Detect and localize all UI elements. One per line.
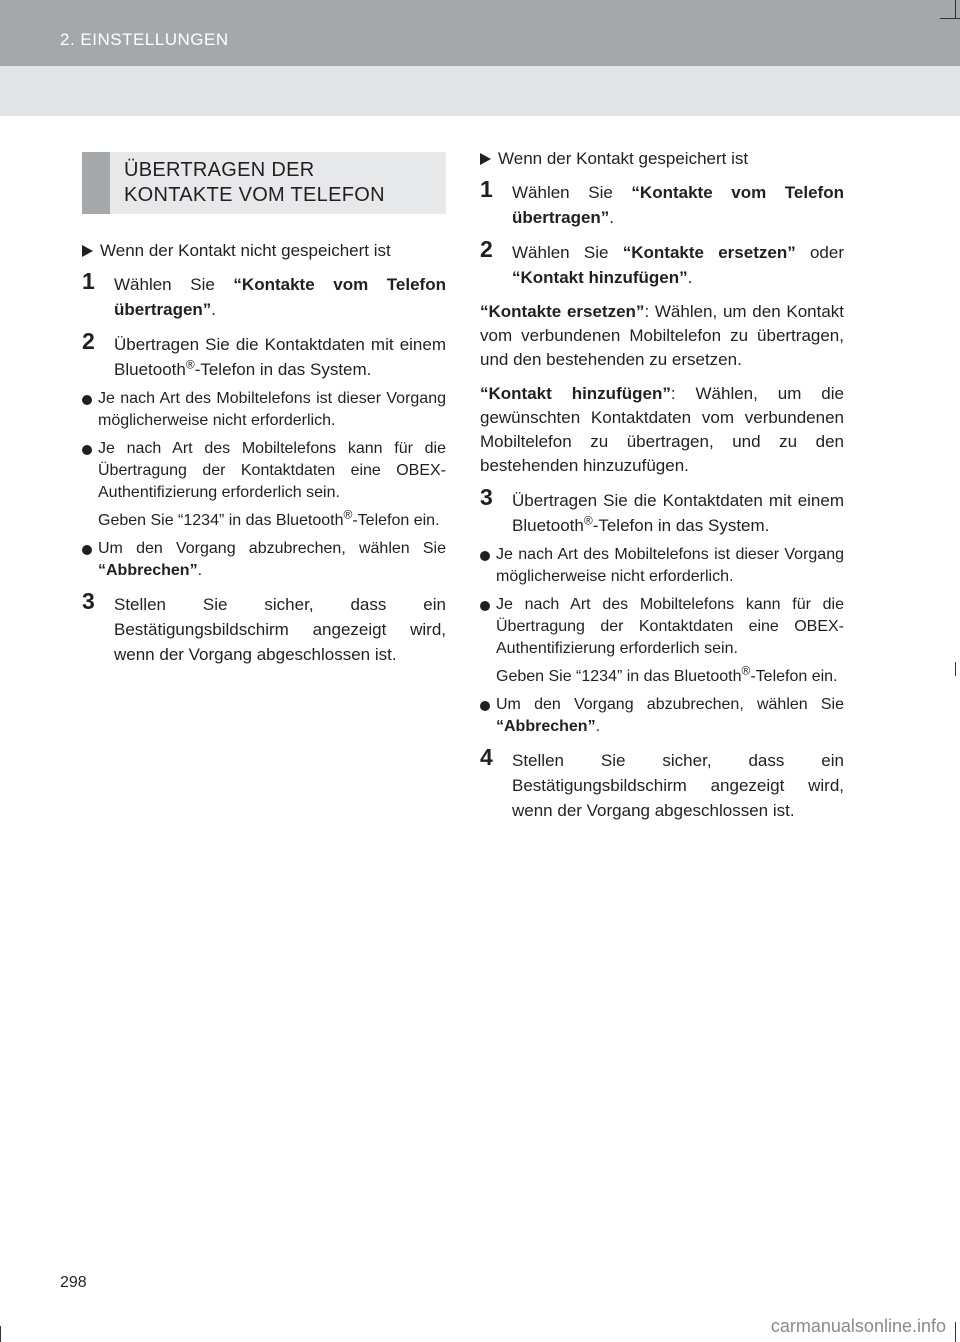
step-3 [82, 588, 446, 667]
note-text-pin [98, 507, 446, 532]
term-label: “Kontakte ersetzen” [480, 302, 645, 321]
step-number: 3 [480, 484, 493, 510]
crop-mark [0, 1326, 1, 1342]
note-bullet-1 [480, 544, 844, 588]
note-text: Je nach Art des Mobiltelefons kann für die Übertragung der Kontaktdaten eine OBEX-Authentifizierung erforderlich sein. [496, 596, 844, 657]
menu-option-label: “Abbrechen” [98, 562, 198, 579]
registered-mark: ® [583, 513, 593, 528]
step-3 [480, 484, 844, 538]
definition-text: : Wählen, um den Kontakt vom verbundenen Mobiltelefon zu übertragen, und den bestehenden zu ersetzen. [480, 302, 845, 369]
condition-saved [480, 148, 844, 170]
note-text-a: Um den Vorgang abzubrechen, wählen Sie [98, 540, 446, 557]
note-bullet-3 [82, 538, 446, 582]
page-number: 298 [60, 1274, 87, 1291]
right-column [480, 148, 844, 823]
step-text: Stellen Sie sicher, dass ein Bestätigungsbildschirm angezeigt wird, wenn der Vorgang abgeschlossen ist. [114, 595, 446, 664]
section-title: 2. EINSTELLUNGEN [60, 30, 229, 49]
note-text: Je nach Art des Mobiltelefons kann für die Übertragung der Kontaktdaten eine OBEX-Authentifizierung erforderlich sein. [98, 440, 446, 501]
note-text-a: Um den Vorgang abzubrechen, wählen Sie [496, 696, 844, 713]
note-bullet-2 [82, 438, 446, 532]
step-text: Wählen Sie [114, 275, 234, 294]
crop-mark [955, 662, 956, 676]
step-text-end: -Telefon in das System. [592, 516, 770, 535]
definition-text: : Wählen, um die gewünschten Kontaktdaten vom verbundenen Mobiltelefon zu übertragen, und zu den bestehenden hinzuzufügen. [480, 384, 844, 475]
note-bullet-3 [480, 694, 844, 738]
menu-option-label: “Abbrechen” [496, 718, 596, 735]
step-number: 2 [82, 328, 95, 354]
step-text-mid: oder [795, 243, 845, 262]
condition-not-saved [82, 240, 446, 262]
heading-line-2: KONTAKTE VOM TELEFON [124, 184, 385, 206]
condition-text: Wenn der Kontakt gespeichert ist [498, 149, 749, 168]
step-number: 3 [82, 588, 95, 614]
definition-add [480, 382, 844, 478]
bullet-dot-icon [82, 445, 92, 455]
menu-option-label: “Kontakte vom Telefon übertragen” [114, 275, 446, 319]
bullet-dot-icon [82, 545, 92, 555]
step-number: 1 [82, 268, 95, 294]
step-text-end: . [211, 300, 217, 319]
note-text-b: -Telefon ein. [352, 512, 440, 529]
bullet-dot-icon [82, 395, 92, 405]
menu-option-label: “Kontakte vom Telefon übertragen” [512, 183, 844, 227]
step-2 [480, 236, 845, 290]
watermark: carmanualsonline.info [770, 1316, 946, 1336]
note-text [496, 694, 844, 738]
step-text-end: . [687, 268, 693, 287]
registered-mark: ® [185, 357, 195, 372]
step-text-end: -Telefon in das System. [194, 360, 372, 379]
note-text-end: . [595, 718, 601, 735]
step-1 [480, 176, 844, 230]
heading-line-1: ÜBERTRAGEN DER [124, 159, 315, 181]
header-bar [0, 0, 960, 66]
step-number: 4 [480, 744, 493, 770]
left-column [82, 152, 446, 667]
note-text-pin [496, 663, 844, 688]
step-text-end: . [609, 208, 615, 227]
note-text [98, 538, 446, 582]
step-4 [480, 744, 844, 823]
section-heading [82, 152, 446, 214]
step-2 [82, 328, 446, 382]
bullet-dot-icon [480, 551, 490, 561]
header-band [0, 66, 960, 116]
term-label: “Kontakt hinzufügen” [480, 384, 671, 403]
step-text: Wählen Sie [512, 183, 632, 202]
registered-mark: ® [741, 663, 751, 678]
step-text: Übertragen Sie die Kontaktdaten mit einem Bluetooth [114, 335, 446, 379]
step-text: Stellen Sie sicher, dass ein Bestätigungsbildschirm angezeigt wird, wenn der Vorgang abgeschlossen ist. [512, 751, 844, 820]
note-text-end: . [197, 562, 203, 579]
note-text: Je nach Art des Mobiltelefons ist dieser Vorgang möglicherweise nicht erforderlich. [496, 546, 844, 585]
step-text: Übertragen Sie die Kontaktdaten mit einem Bluetooth [512, 491, 844, 535]
menu-option-label: “Kontakt hinzufügen” [512, 268, 688, 287]
crop-mark [955, 1322, 956, 1342]
note-bullet-1 [82, 388, 446, 432]
note-bullet-2 [480, 594, 844, 688]
definition-replace [480, 300, 844, 372]
step-number: 1 [480, 176, 493, 202]
bullet-dot-icon [480, 601, 490, 611]
note-text-a: Geben Sie “1234” in das Bluetooth [98, 512, 344, 529]
note-text: Je nach Art des Mobiltelefons ist dieser Vorgang möglicherweise nicht erforderlich. [98, 390, 446, 429]
note-text-a: Geben Sie “1234” in das Bluetooth [496, 668, 742, 685]
crop-mark [940, 18, 960, 19]
note-text-b: -Telefon ein. [750, 668, 838, 685]
menu-option-label: “Kontakte ersetzen” [622, 243, 796, 262]
triangle-arrow-icon [480, 153, 491, 165]
triangle-arrow-icon [82, 245, 93, 257]
step-1 [82, 268, 446, 322]
condition-text: Wenn der Kontakt nicht gespeichert ist [100, 241, 391, 260]
crop-mark [955, 0, 956, 18]
step-text: Wählen Sie [512, 243, 623, 262]
step-number: 2 [480, 236, 493, 262]
bullet-dot-icon [480, 701, 490, 711]
registered-mark: ® [343, 507, 353, 522]
